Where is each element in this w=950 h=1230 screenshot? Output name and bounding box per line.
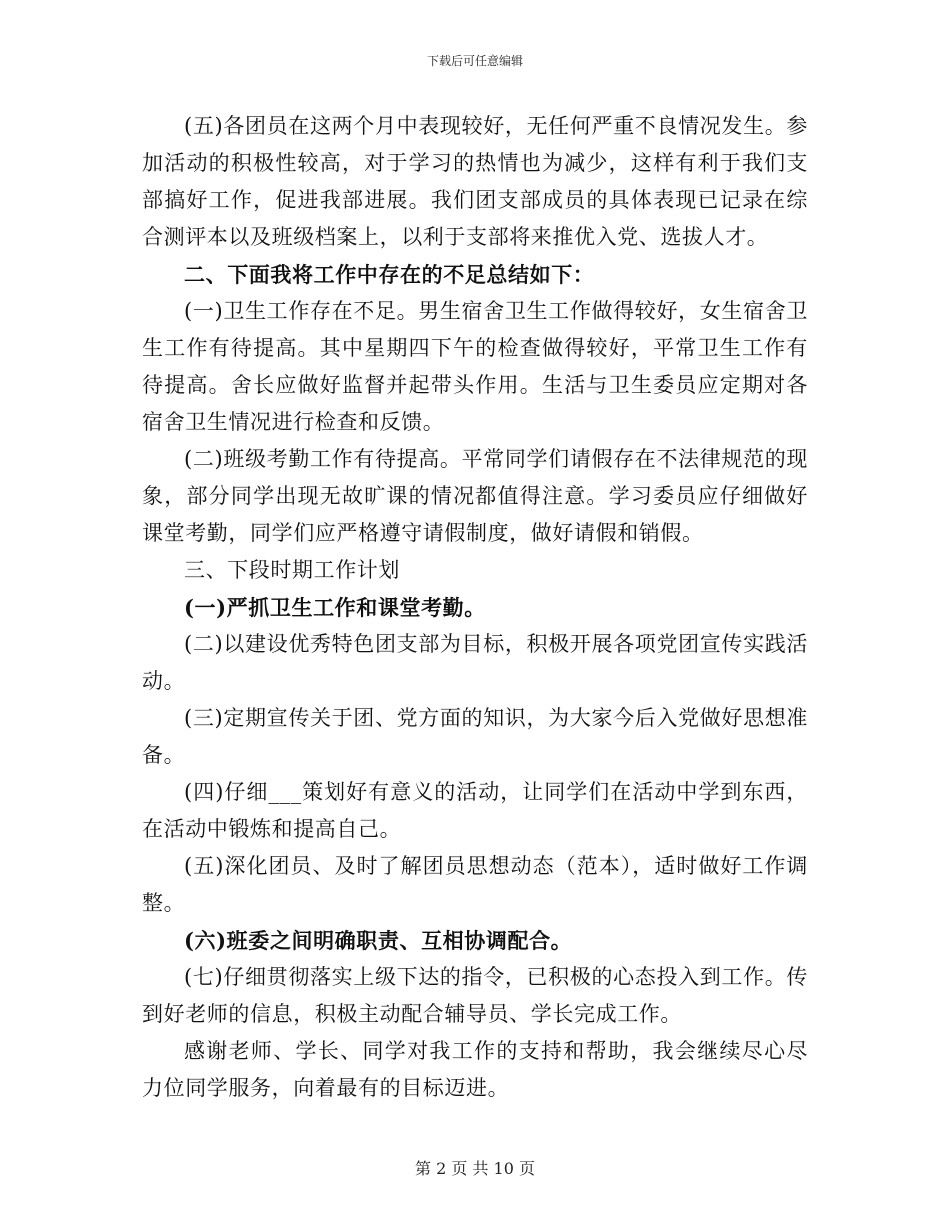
plan-item-6: (六)班委之间明确职责、互相协调配合。 [184,928,573,953]
section-heading-2: 二、下面我将工作中存在的不足总结如下： [184,262,595,287]
plan-item-1: (一)严抓卫生工作和课堂考勤。 [184,595,486,620]
document-body [142,108,808,1107]
header-note: 下载后可任意编辑 [426,54,523,68]
plan-item-5: (五)深化团员、及时了解团员思想动态（范本），适时做好工作调整。 [142,854,808,915]
page-number: 第 2 页 共 10 页 [415,1159,535,1178]
plan-item-2: (二)以建设优秀特色团支部为目标，积极开展各项党团宣传实践活动。 [142,632,808,693]
plan-item-7: (七)仔细贯彻落实上级下达的指令，已积极的心态投入到工作。传到好老师的信息，积极主动配合辅导员、学长完成工作。 [142,965,808,1026]
paragraph-4: (二)班级考勤工作有待提高。平常同学们请假存在不法律规范的现象，部分同学出现无故旷课的情况都值得注意。学习委员应仔细做好课堂考勤，同学们应严格遵守请假制度，做好请假和销假。 [142,447,808,545]
paragraph-1: (五)各团员在这两个月中表现较好，无任何严重不良情况发生。参加活动的积极性较高，对于学习的热情也为减少，这样有利于我们支部搞好工作，促进我部进展。我们团支部成员的具体表现已记录在综合测评本以及班级档案上，以利于支部将来推优入党、选拔人才。 [142,114,808,249]
section-heading-5: 三、下段时期工作计划 [184,558,400,582]
plan-item-4: (四)仔细___策划好有意义的活动，让同学们在活动中学到东西，在活动中锻炼和提高自己。 [142,780,808,841]
closing-paragraph: 感谢老师、学长、同学对我工作的支持和帮助，我会继续尽心尽力位同学服务，向着最有的目标迈进。 [142,1039,808,1100]
plan-item-3: (三)定期宣传关于团、党方面的知识，为大家今后入党做好思想准备。 [142,706,808,767]
paragraph-3: (一)卫生工作存在不足。男生宿舍卫生工作做得较好，女生宿舍卫生工作有待提高。其中星期四下午的检查做得较好，平常卫生工作有待提高。舍长应做好监督并起带头作用。生活与卫生委员应定期对各宿舍卫生情况进行检查和反馈。 [142,299,808,434]
